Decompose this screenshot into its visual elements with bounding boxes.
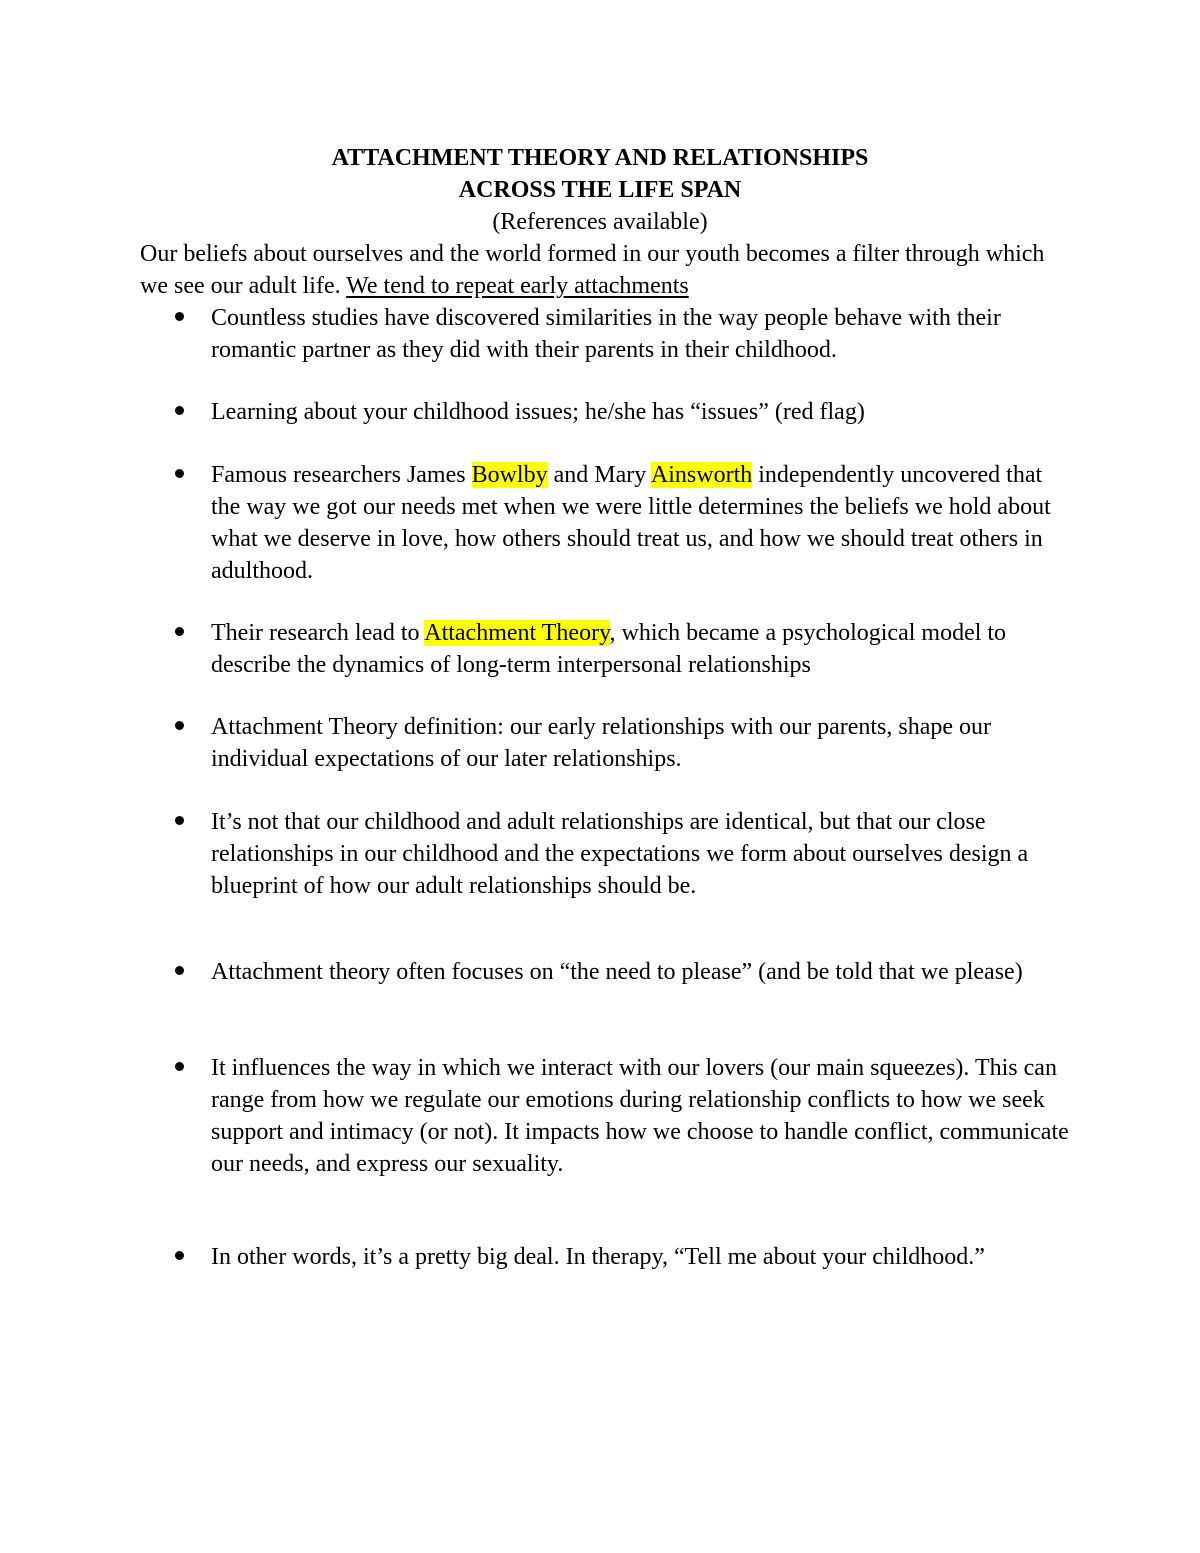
subtitle: (References available) [492,209,708,235]
bullet-icon [175,1251,184,1260]
bullet-text: Attachment Theory definition: our early relationships with our parents, shape our individual expectations of our later relationships. [211,714,992,772]
bullet-text: Countless studies have discovered similarities in the way people behave with their romantic partner as they did with their parents in their childhood. [211,305,1001,363]
bullet-text: It influences the way in which we interact with our lovers (our main squeezes). This can range from how we regulate our emotions during relationship conflicts to how we seek support and intimacy (or not). It impacts how we choose to handle conflict, communicate our needs, and express our sexuality. [211,1055,1069,1177]
highlight-attachment-theory: Attachment Theory [424,620,610,646]
bullet-text: It’s not that our childhood and adult relationships are identical, but that our close relationships in our childhood and the expectations we form about ourselves design a blueprint of how our adult relationships should be. [211,809,1029,899]
bullet-item-5 [211,711,1071,775]
bullet-item-3 [211,459,1071,587]
bullet-item-4 [211,617,1071,681]
bullet-text-part: Famous researchers James [211,462,472,488]
bullet-text-part: Their research lead to [211,620,425,646]
bullet-icon [175,312,184,321]
bullet-icon [175,816,184,825]
bullet-item-7 [211,956,1071,988]
bullet-text-part: , which became a psychological model to describe the dynamics of long-term interpersonal relationships [211,620,1007,678]
bullet-text: Attachment theory often focuses on “the need to please” (and be told that we please) [211,959,1023,985]
title-line-1: ATTACHMENT THEORY AND RELATIONSHIPS [331,145,869,171]
bullet-text-part: independently uncovered that the way we got our needs met when we were little determines the beliefs we hold about what we deserve in love, how others should treat us, and how we should treat others in adulthood. [211,462,1051,584]
title-line-2: ACROSS THE LIFE SPAN [458,177,742,203]
intro-text: Our beliefs about ourselves and the world formed in our youth becomes a filter through which we see our adult life. [140,241,1045,299]
bullet-item-2 [211,396,1071,428]
bullet-text-part: and Mary [547,462,651,488]
bullet-text: Learning about your childhood issues; he/she has “issues” (red flag) [211,399,865,425]
intro-underlined-text: We tend to repeat early attachments [346,273,689,299]
bullet-icon [175,721,184,730]
bullet-item-8 [211,1052,1071,1180]
intro-paragraph [140,238,1070,302]
bullet-icon [175,1062,184,1071]
highlight-ainsworth: Ainsworth [650,462,753,488]
bullet-text: In other words, it’s a pretty big deal. In therapy, “Tell me about your childhood.” [211,1244,985,1270]
bullet-icon [175,406,184,415]
bullet-icon [175,966,184,975]
bullet-item-9 [211,1241,1071,1273]
highlight-bowlby: Bowlby [471,462,548,488]
bullet-item-6 [211,806,1071,902]
bullet-icon [175,627,184,636]
bullet-item-1 [211,302,1071,366]
bullet-icon [175,469,184,478]
document-header [0,142,1200,238]
